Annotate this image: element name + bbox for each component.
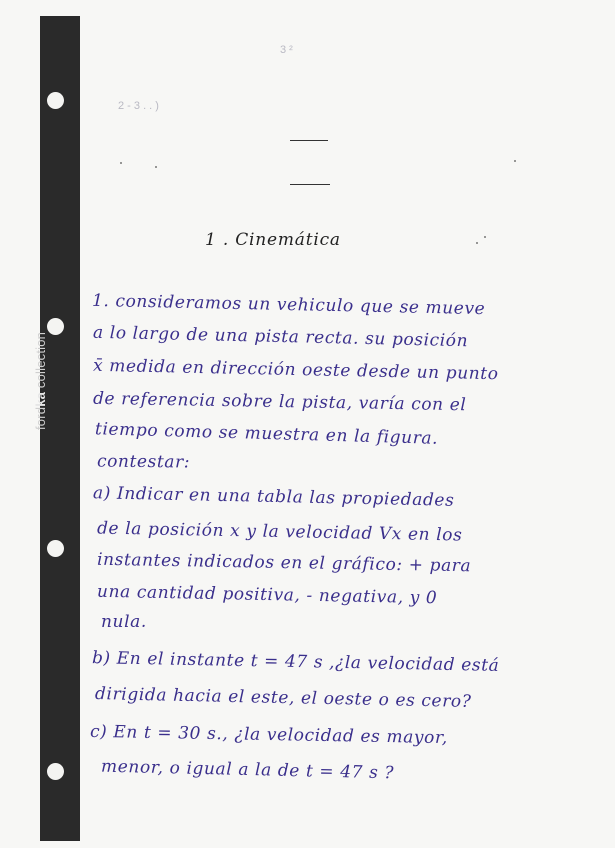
text-line: a) Indicar en una tabla las propiedades — [92, 483, 455, 511]
separator-line — [290, 140, 328, 141]
text-line: de la posición x y la velocidad Vx en los — [96, 518, 463, 546]
ink-dot — [155, 166, 157, 168]
ink-dot — [484, 236, 486, 238]
text-line: c) En t = 30 s., ¿la velocidad es mayor, — [89, 721, 448, 749]
text-line: nula. — [101, 612, 147, 632]
brand-label: fordka collection — [33, 331, 48, 430]
binder-hole — [47, 540, 64, 557]
text-line: tiempo como se muestra en la figura. — [94, 419, 439, 449]
text-line: instantes indicados en el gráfico: + para — [96, 549, 472, 577]
ink-dot — [514, 160, 516, 162]
text-line: contestar: — [96, 451, 191, 473]
binder-hole — [47, 318, 64, 335]
faint-mark: 3 ² — [280, 44, 293, 56]
section-title: 1 . Cinemática — [205, 230, 341, 250]
text-line: x̄ medida en dirección oeste desde un punto — [92, 355, 499, 385]
text-line: a lo largo de una pista recta. su posición — [92, 322, 469, 352]
ink-dot — [120, 162, 122, 164]
text-line: una cantidad positiva, - negativa, y 0 — [96, 581, 438, 609]
text-line: de referencia sobre la pista, varía con el — [92, 388, 467, 416]
ink-dot — [476, 242, 478, 244]
binder-hole — [47, 92, 64, 109]
binder-hole — [47, 763, 64, 780]
text-line: menor, o igual a la de t = 47 s ? — [100, 756, 395, 784]
faint-mark: 2 - 3 . . ) — [118, 100, 159, 112]
separator-line — [290, 184, 330, 185]
text-line: 1. consideramos un vehiculo que se mueve — [91, 290, 486, 320]
text-line: dirigida hacia el este, el oeste o es cero? — [94, 684, 472, 712]
text-line: b) En el instante t = 47 s ,¿la velocidad está — [91, 648, 500, 676]
